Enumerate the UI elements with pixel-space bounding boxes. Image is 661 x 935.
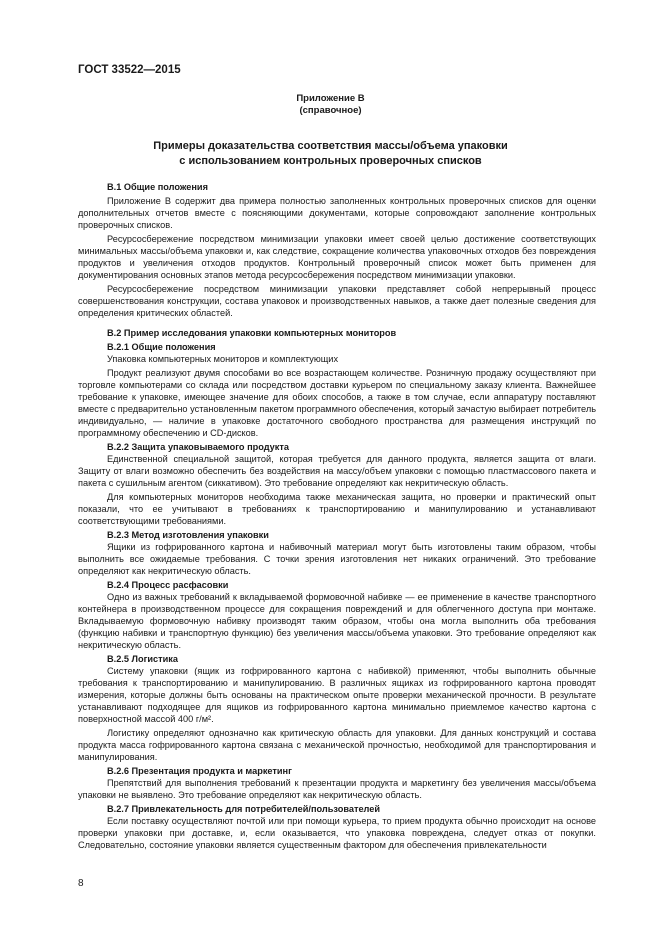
annex-heading (0, 93, 661, 117)
subsection-heading-b2-1: В.2.1 Общие положения (107, 342, 216, 352)
annex-title-line-1: Примеры доказательства соответствия массы/объема упаковки (153, 140, 508, 152)
paragraph: Если поставку осуществляют почтой или при помощи курьера, то прием продукта обычно происходит на основе проверки упаковки при доставке, и, если оказывается, что упаковка повреждена, следует отказ от покупки. Следовательно, состояние упаковки является существенным фактором для обеспечения привлекательности (78, 816, 596, 850)
annex-title (0, 139, 661, 169)
subsection-heading-b2-5: В.2.5 Логистика (107, 654, 179, 664)
subsection-heading-b2-3: В.2.3 Метод изготовления упаковки (107, 530, 269, 540)
document-code: ГОСТ 33522—2015 (78, 64, 181, 76)
paragraph: Логистику определяют однозначно как критическую область для упаковки. Для данных конструкций и состава продукта масса гофрированного картона связана с механической прочностью, необходимой для транспортирования и манипулирования. (78, 728, 596, 762)
paragraph: Препятствий для выполнения требований к презентации продукта и маркетингу без увеличения массы/объема упаковки не выявлено. Это требование определяют как некритическую область. (78, 778, 596, 800)
subsection-heading-b2-7: В.2.7 Привлекательность для потребителей/пользователей (107, 804, 381, 814)
paragraph: Ящики из гофрированного картона и набивочный материал могут быть изготовлены таким образом, чтобы выполнить все ожидаемые требования. С точки зрения изготовления нет никаких ограничений. Это требование определяют как некритическую область. (78, 542, 596, 576)
annex-kind: (справочное) (299, 105, 362, 116)
paragraph: Ресурсосбережение посредством минимизации упаковки имеет своей целью достижение соответствующих минимальных массы/объема упаковки и, как следствие, сокращение количества упаковочных отходов без повреждения продуктов и увеличения отходов продуктов. Контрольный проверочный список может быть применен для документирования основных этапов метода ресурсосбережения посредством минимизации упаковки. (78, 234, 596, 280)
paragraph: Систему упаковки (ящик из гофрированного картона с набивкой) применяют, чтобы выполнить обычные требования к транспортированию и манипулированию. В различных ящиках из гофрированного картона проводят измерения, которые должны быть основаны на практическом опыте проверки механической прочности. В результате устанавливают подходящее для ящиков из гофрированного картона минимально приемлемое качество картона с поверхностной массой 400 г/м². (78, 666, 596, 724)
subsection-heading-b2-2: В.2.2 Защита упаковываемого продукта (107, 442, 289, 452)
paragraph: Для компьютерных мониторов необходима также механическая защита, но проверки и практический опыт показали, что ее учитывают в требованиях к транспортированию и манипулированию и устанавливают соответствующими требованиями. (78, 492, 596, 526)
paragraph: Приложение В содержит два примера полностью заполненных контрольных проверочных списков для оценки дополнительных отчетов вместе с поясняющими документами, которые сопровождают заполнение контрольных проверочных списков. (78, 196, 596, 230)
section-heading-b2: В.2 Пример исследования упаковки компьютерных мониторов (107, 328, 397, 338)
annex-label: Приложение В (296, 93, 365, 104)
section-heading-b1: В.1 Общие положения (107, 182, 208, 192)
paragraph: Упаковка компьютерных мониторов и комплектующих (107, 354, 339, 364)
subsection-heading-b2-4: В.2.4 Процесс расфасовки (107, 580, 229, 590)
paragraph: Единственной специальной защитой, которая требуется для данного продукта, является защита от влаги. Защиту от влаги возможно обеспечить без воздействия на массу/объем упаковки с помощью пластмассового пакета и пакета с сушильным агентом (сиккативом). Это требование определяют как некритическую область. (78, 454, 596, 488)
document-body (78, 181, 596, 853)
page-number: 8 (78, 878, 84, 889)
paragraph: Ресурсосбережение посредством минимизации упаковки представляет собой непрерывный процесс совершенствования конструкции, состава упаковок и производственных навыков, а также дает полезные сведения для определения критических областей. (78, 284, 596, 318)
annex-title-line-2: с использованием контрольных проверочных списков (179, 155, 482, 167)
subsection-heading-b2-6: В.2.6 Презентация продукта и маркетинг (107, 766, 292, 776)
paragraph: Продукт реализуют двумя способами во все возрастающем количестве. Розничную продажу осуществляют при торговле компьютерами со склада или посредством доставки курьером по специальному заказу клиента. Важнейшее требование к упаковке, имеющее значение для обоих способов, а также в том случае, если аппаратуру поставляют вместе с предварительно установленным пакетом программного обеспечения, который зачастую выбирает потребитель индивидуально, — наличие в упаковке достаточного свободного пространства для размещения инструкций по программному обеспечению и CD-дисков. (78, 368, 596, 438)
paragraph: Одно из важных требований к вкладываемой формовочной набивке — ее применение в качестве транспортного контейнера в производственном процессе для сокращения повреждений и для облегченного доступа при монтаже. Вкладываемую формовочную набивку производят таким образом, чтобы она могла выполнить оба требования (функцию набивки и транспортную функцию) без увеличения массы/объема упаковки. Это требование определяют как некритическую область. (78, 592, 596, 650)
